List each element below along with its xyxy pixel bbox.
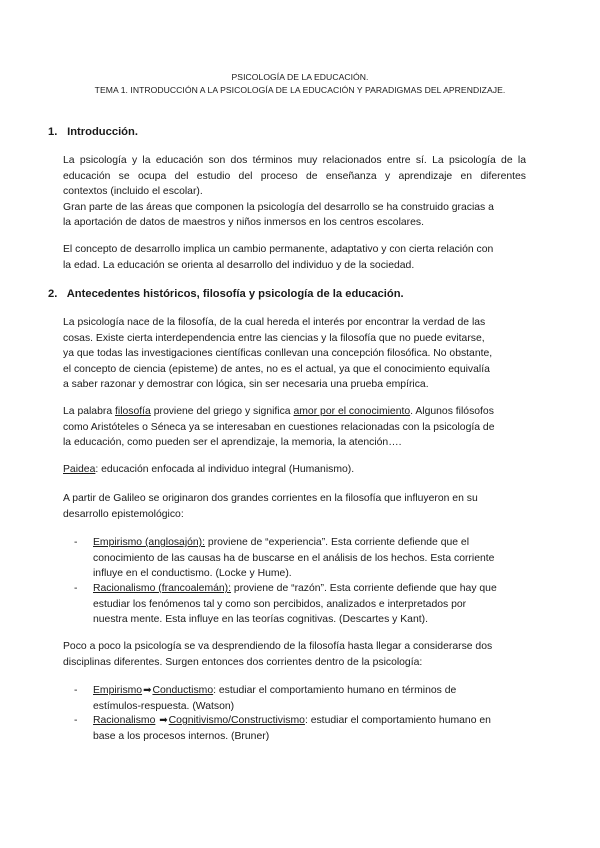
text-line <box>63 462 526 478</box>
text-line: a saber razonar y demostrar con lógica, sin ser necesaria una prueba empírica. <box>63 379 429 391</box>
term-paidea: Paidea <box>63 464 96 475</box>
list-dash: - <box>74 537 78 548</box>
text-line: desarrollo epistemológico: <box>63 508 184 520</box>
text-line: estudiar los fenómenos tal y como son percibidos, analizados e interpretados por <box>93 598 467 610</box>
text-run: : estudiar el comportamiento humano en términos de <box>213 685 457 696</box>
text-run: : educación enfocada al individuo integral (Humanismo). <box>95 464 355 475</box>
section-2-heading <box>48 287 404 301</box>
section-2-title: Antecedentes históricos, filosofía y psicología de la educación. <box>66 288 404 300</box>
section-2-paragraph-1 <box>63 315 526 393</box>
text-run: proviene del griego y significa <box>150 406 294 417</box>
term-conductismo: Conductismo <box>152 685 214 696</box>
section-1-heading <box>48 125 138 139</box>
text-line: contextos (incluido el escolar). <box>63 186 203 198</box>
text-line: educación se ocupa del estudio del proceso de enseñanza y aprendizaje en diferentes <box>63 170 526 182</box>
text-line <box>93 535 526 551</box>
topic-title: TEMA 1. INTRODUCCIÓN A LA PSICOLOGÍA DE LA EDUCACIÓN Y PARADIGMAS DEL APRENDIZAJE. <box>94 85 506 95</box>
arrow-right-icon: ➡ <box>143 685 152 696</box>
text-line: la educación, como pueden ser el aprendizaje, la memoria, la atención…. <box>63 437 402 449</box>
term-empirismo: Empirismo (anglosajón): <box>93 537 206 548</box>
list-item-body <box>93 683 526 714</box>
subject-title: PSICOLOGÍA DE LA EDUCACIÓN. <box>231 72 369 82</box>
text-line <box>63 404 526 420</box>
section-1-paragraph-1 <box>63 153 526 231</box>
text-line: El concepto de desarrollo implica un cambio permanente, adaptativo y con cierta relación con <box>63 244 494 255</box>
paidea-definition <box>63 462 526 478</box>
term-racionalismo: Racionalismo (francoalemán): <box>93 583 232 594</box>
section-2-number: 2. <box>48 288 58 300</box>
text-run: proviene de “razón”. Esta corriente defiende que hay que <box>231 583 497 594</box>
text-line: la edad. La educación se orienta al desarrollo del individuo y de la sociedad. <box>63 259 415 271</box>
section-1-paragraph-2 <box>63 242 526 273</box>
term-cognitivismo: Cognitivismo/Constructivismo <box>168 715 305 726</box>
text-line <box>93 581 526 597</box>
text-line: conocimiento de las causas ha de buscarse en el análisis de los hechos. Esta corriente <box>93 552 495 564</box>
section-1-number: 1. <box>48 126 58 138</box>
text-run: La palabra <box>63 406 115 417</box>
text-line: nuestra mente. Esta influye en las teorías cognitivas. (Descartes y Kant). <box>93 614 428 626</box>
text-run: . Algunos filósofos <box>410 406 494 417</box>
text-line: disciplinas diferentes. Surgen entonces dos corrientes dentro de la psicología: <box>63 656 423 668</box>
list-dash: - <box>74 685 78 696</box>
text-line: La psicología y la educación son dos términos muy relacionados entre sí. La psicología de la <box>63 155 526 166</box>
term-racionalismo-2: Racionalismo <box>93 715 156 726</box>
text-line: Gran parte de las áreas que componen la psicología del desarrollo se ha construido gracias a <box>63 201 494 213</box>
text-line <box>93 713 526 729</box>
text-line: la aportación de datos de maestros y niños inmersos en los centros escolares. <box>63 217 424 229</box>
list-item-body <box>93 535 526 582</box>
text-line: estímulos-respuesta. (Watson) <box>93 700 235 712</box>
text-line <box>93 683 526 699</box>
text-run: : estudiar el comportamiento humano en <box>304 715 491 726</box>
section-2-paragraph-3 <box>63 491 526 522</box>
arrow-right-icon: ➡ <box>159 715 168 726</box>
text-run: proviene de “experiencia”. Esta corriente defiende que el <box>205 537 469 548</box>
section-2-paragraph-2 <box>63 404 526 451</box>
list-dash: - <box>74 583 78 594</box>
text-line: como Aristóteles o Séneca ya se interesaban en cuestiones relacionadas con la psicología de <box>63 421 495 433</box>
text-line: La psicología nace de la filosofía, de la cual hereda el interés por encontrar la verdad de las <box>63 317 486 328</box>
list-item-body <box>93 713 526 744</box>
text-line: base a los procesos internos. (Bruner) <box>93 730 270 742</box>
text-line: Poco a poco la psicología se va desprendiendo de la filosofía hasta llegar a considerarse dos <box>63 641 493 652</box>
term-empirismo-2: Empirismo <box>93 685 143 696</box>
text-line: el concepto de ciencia (episteme) de antes, no es el actual, ya que el conocimiento equivalía <box>63 363 490 375</box>
term-amor-conocimiento: amor por el conocimiento <box>293 406 411 417</box>
list-dash: - <box>74 715 78 726</box>
section-2-paragraph-4 <box>63 639 526 670</box>
section-1-title: Introducción. <box>67 126 138 138</box>
document-header <box>40 71 560 97</box>
term-filosofia: filosofía <box>115 406 151 417</box>
text-line: A partir de Galileo se originaron dos grandes corrientes en la filosofía que influyeron en su <box>63 493 478 504</box>
text-line: influye en el conductismo. (Locke y Hume). <box>93 568 292 580</box>
list-item-body <box>93 581 526 628</box>
text-line: cosas. Existe cierta interdependencia entre las ciencias y la filosofía que no puede evitarse, <box>63 332 485 344</box>
text-line: ya que todas las investigaciones científicas conllevan una concepción filosófica. No obstante, <box>63 348 493 360</box>
